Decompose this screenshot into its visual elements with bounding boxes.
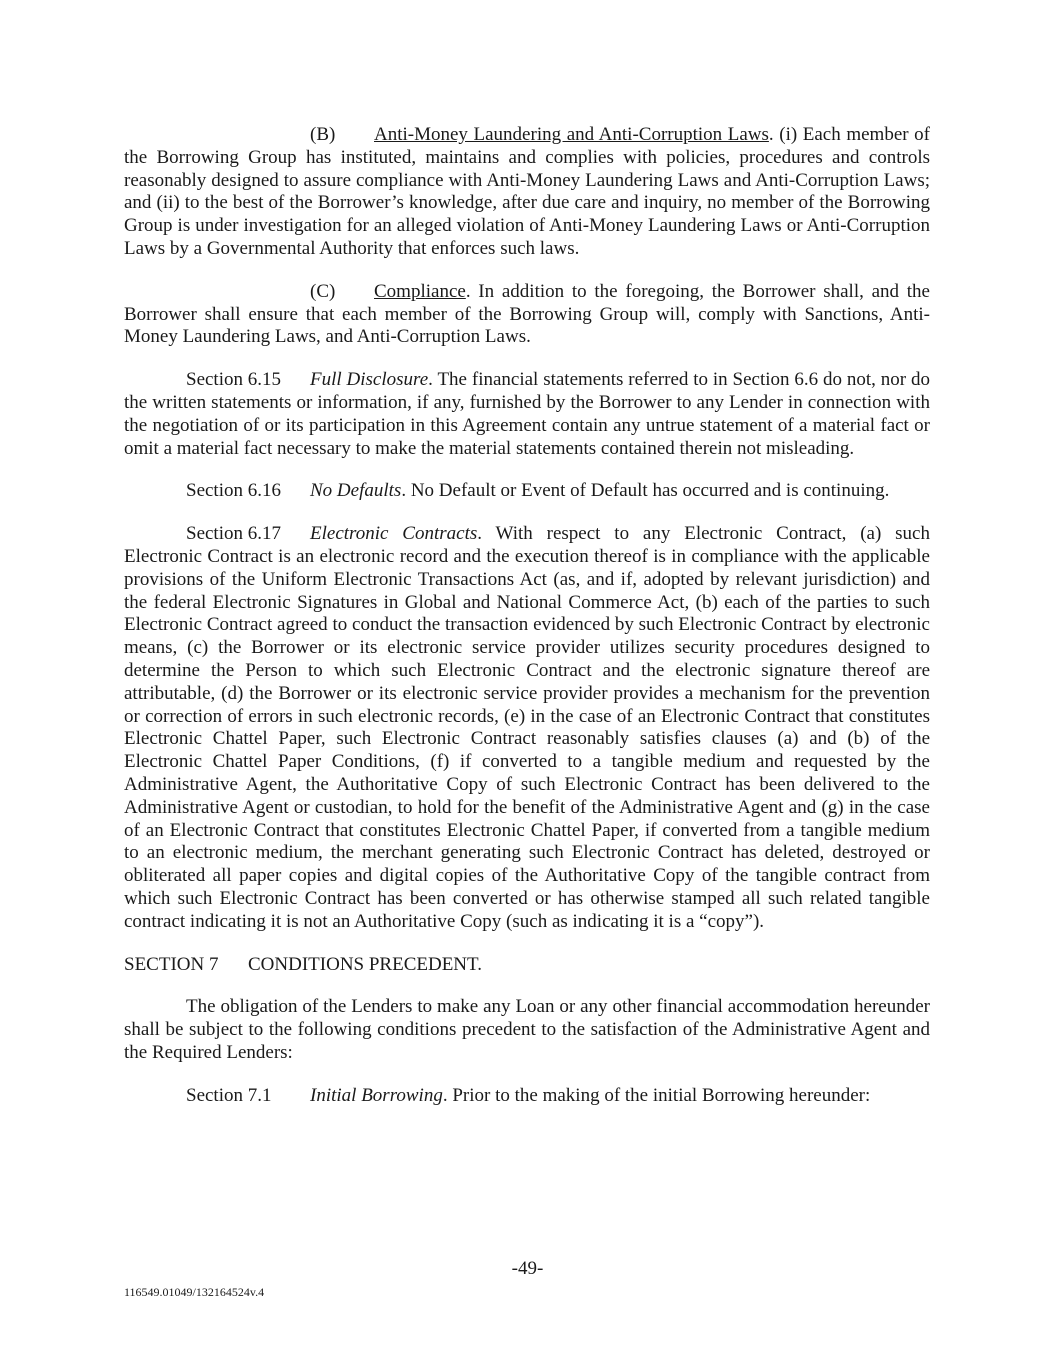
paragraph-c-title: Compliance: [374, 280, 466, 302]
paragraph-b-text: . (i) Each member of the Borrowing Group has instituted, maintains and complies with policies, procedures and controls reasonably designed to assure compliance with Anti-Money Laundering Laws and Anti-Corruption Laws; and (ii) to the best of the Borrower’s knowledge, after due care and inquiry, no member of the Borrowing Group is under investigation for an alleged violation of Anti-Money Laundering Laws or Anti-Corruption Laws by a Governmental Authority that enforces such laws.: [124, 124, 930, 259]
page-body: [124, 124, 930, 1127]
paragraph-c: [124, 281, 930, 349]
section-6-17-title: Electronic Contracts: [310, 523, 478, 545]
paragraph-b-title: Anti-Money Laundering and Anti-Corruption Laws: [374, 124, 769, 145]
section-6-15-text: . The financial statements referred to in Section 6.6 do not, nor do the written statements or information, if any, furnished by the Borrower to any Lender in connection with the negotiation of or its participation in this Agreement contain any untrue statement of a material fact or omit a material fact necessary to make the material statements contained therein not misleading.: [124, 369, 931, 459]
section-7-heading: [124, 954, 930, 977]
section-7-1-label: Section 7.1: [186, 1084, 272, 1106]
section-6-15-title: Full Disclosure: [310, 369, 429, 391]
section-7-1: [124, 1085, 930, 1108]
section-6-17: [124, 523, 930, 933]
paragraph-c-text: . In addition to the foregoing, the Borrower shall, and the Borrower shall ensure that each member of the Borrowing Group will, comply with Sanctions, Anti-Money Laundering Laws, and Anti-Corruption Laws.: [124, 280, 930, 348]
page-number: -49-: [511, 1258, 544, 1279]
paragraph-b-label: (B): [310, 124, 336, 145]
document-id-footer: 116549.01049/132164524v.4: [124, 1285, 265, 1299]
section-6-16-title: No Defaults: [310, 480, 402, 502]
section-7-intro: [124, 996, 930, 1064]
section-6-17-text: . With respect to any Electronic Contract, (a) such Electronic Contract is an electronic record and the execution thereof is in compliance with the applicable provisions of the Uniform Electronic Transactions Act (as, and if, adopted by relevant jurisdiction) and the federal Electronic Signatures in Global and National Commerce Act, (b) each of the parties to such Electronic Contract agreed to conduct the transaction evidenced by such Electronic Contract by electronic means, (c) the Borrower or its electronic service provider utilizes security procedures designed to determine the Person to which such Electronic Contract and the electronic signature thereof are attributable, (d) the Borrower or its electronic service provider provides a mechanism for the prevention or correction of errors in such electronic records, (e) in the case of an Electronic Contract that constitutes Electronic Chattel Paper, such Electronic Contract reasonably satisfies clauses (a) and (b) of the Electronic Chattel Paper Conditions, (f) if converted to a tangible medium and requested by the Administrative Agent, the Authoritative Copy of such Electronic Contract has been delivered to the Administrative Agent or custodian, to hold for the benefit of the Administrative Agent and (g) in the case of an Electronic Contract that constitutes Electronic Chattel Paper, if converted from a tangible medium to an electronic medium, the merchant generating such Electronic Contract has deleted, destroyed or obliterated all paper copies and digital copies of the Authoritative Copy of the tangible contract from which such Electronic Contract has been converted or has otherwise stamped all such related tangible contract indicating it is not an Authoritative Copy (such as indicating it is a “copy”).: [124, 523, 930, 932]
section-7-1-title: Initial Borrowing: [310, 1084, 443, 1106]
section-6-15: [124, 369, 930, 460]
section-6-16: [124, 480, 930, 503]
section-6-16-text: . No Default or Event of Default has occurred and is continuing.: [401, 480, 890, 502]
section-6-15-label: Section 6.15: [186, 369, 281, 391]
paragraph-c-label: (C): [310, 280, 336, 302]
section-6-16-label: Section 6.16: [186, 480, 281, 502]
section-7-title: CONDITIONS PRECEDENT.: [248, 953, 482, 975]
section-6-17-label: Section 6.17: [186, 523, 281, 545]
section-7-1-text: . Prior to the making of the initial Borrowing hereunder:: [442, 1084, 871, 1106]
paragraph-b: [124, 124, 930, 261]
section-7-number: SECTION 7: [124, 953, 219, 975]
section-7-intro-text: The obligation of the Lenders to make any Loan or any other financial accommodation hereunder shall be subject to the following conditions precedent to the satisfaction of the Administrative Agent and the Required Lenders:: [124, 996, 930, 1063]
